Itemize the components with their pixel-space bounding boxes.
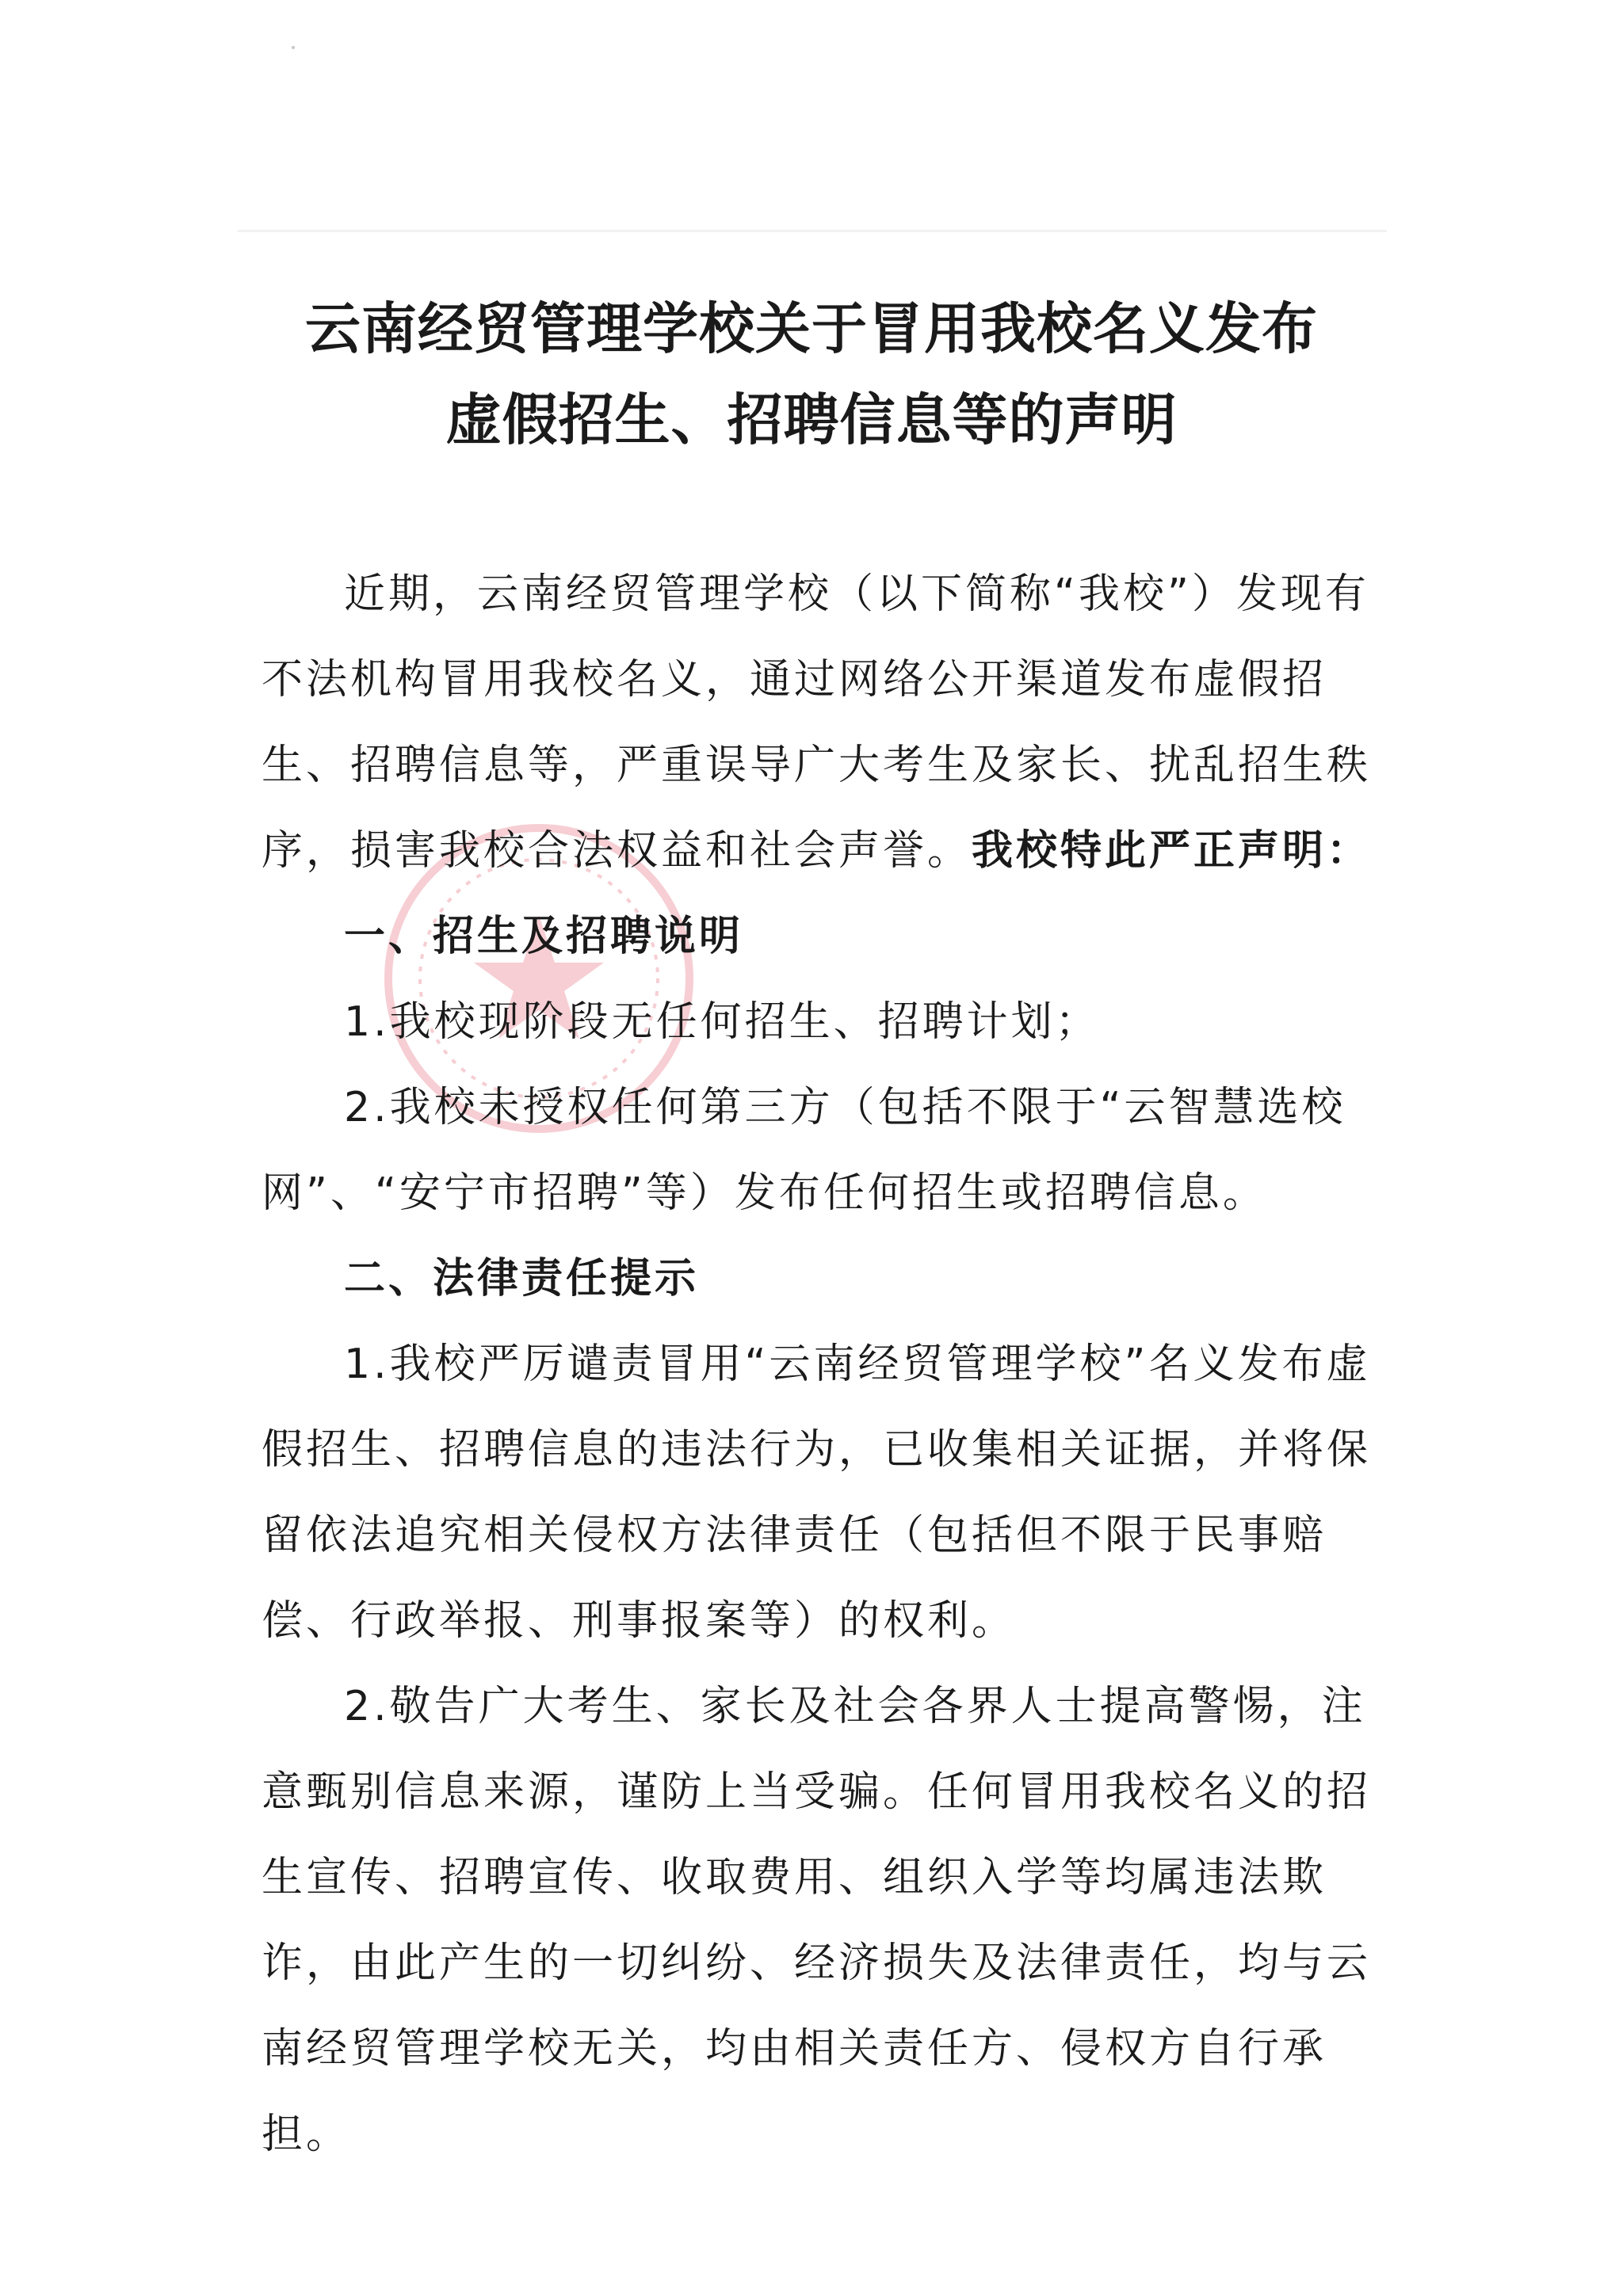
document-body	[262, 551, 1387, 2177]
section-2-item-2: 2.敬告广大考生、家长及社会各界人士提高警惕，注意甄别信息来源，谨防上当受骗。任何冒用我校名义的招生宣传、招聘宣传、收取费用、组织入学等均属违法欺诈，由此产生的一切纠纷、经济损失及法律责任，均与云南经贸管理学校无关，均由相关责任方、侵权方自行承担。	[262, 1683, 1372, 2158]
scan-artifact-line	[238, 230, 1387, 232]
section-2-heading: 二、法律责任提示	[344, 1255, 700, 1302]
scan-speck	[292, 46, 295, 49]
section-2-item-1: 1.我校严厉谴责冒用“云南经贸管理学校”名义发布虚假招生、招聘信息的违法行为，已收集相关证据，并将保留依法追究相关侵权方法律责任（包括但不限于民事赔偿、行政举报、刑事报案等）的权利。	[262, 1341, 1372, 1645]
document-title-line-2: 虚假招生、招聘信息等的声明	[445, 387, 1178, 452]
intro-emphasis: 我校特此严正声明：	[972, 827, 1372, 875]
document-title-line-1: 云南经贸管理学校关于冒用我校名义发布	[305, 296, 1318, 361]
intro-text: 近期，云南经贸管理学校（以下简称“我校”）发现有不法机构冒用我校名义，通过网络公开渠道发布虚假招生、招聘信息等，严重误导广大考生及家长、扰乱招生秩序，损害我校合法权益和社会声誉。	[262, 570, 1372, 875]
section-1-item-1: 1.我校现阶段无任何招生、招聘计划；	[344, 998, 1100, 1046]
section-1-heading: 一、招生及招聘说明	[344, 913, 744, 960]
section-1-item-2: 2.我校未授权任何第三方（包括不限于“云智慧选校网”、“安宁市招聘”等）发布任何招生或招聘信息。	[262, 1084, 1346, 1217]
intro-paragraph	[262, 551, 1387, 894]
